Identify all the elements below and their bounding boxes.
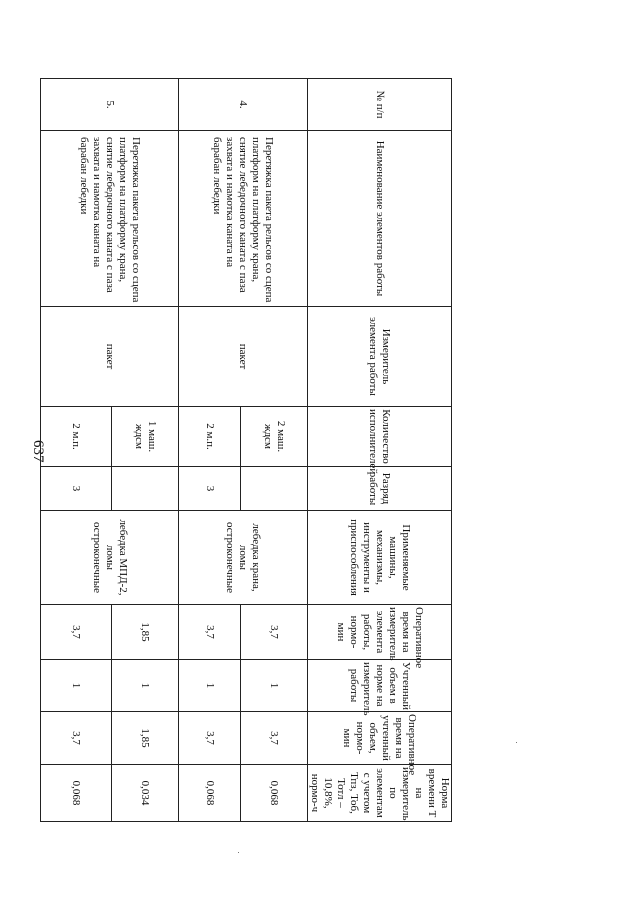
row-workers: 2 м.п. (41, 407, 112, 467)
row-num: 5. (41, 79, 179, 131)
header-name: Наименование элементов работы (308, 131, 452, 307)
header-row (308, 79, 452, 822)
row-op-time: 3,7 (179, 605, 241, 660)
row-op-time-volume: 3,7 (241, 712, 308, 765)
row-op-time: 1,85 (112, 605, 179, 660)
page-number: 637 (30, 440, 46, 463)
row-grade: 3 (41, 467, 112, 511)
header-volume: Учтенный объем в норме на измеритель работы (308, 660, 452, 712)
row-meter: пакет (179, 307, 308, 407)
row-volume: 1 (112, 660, 179, 712)
row-workers: 2 маш. ждсм (241, 407, 308, 467)
row-machines: лебедка крана, ломы остроконечные (179, 511, 308, 605)
scan-speck (516, 742, 517, 743)
header-machines: Применяемые машины, механизмы, инструменты и приспособления (308, 511, 452, 605)
row-num: 4. (179, 79, 308, 131)
header-meter: Измеритель элемента работы (308, 307, 452, 407)
scan-speck (238, 852, 239, 853)
row-norm: 0,068 (241, 765, 308, 822)
header-op-time: Оперативное время на измеритель элемента работы, нормо-мин (308, 605, 452, 660)
row-volume: 1 (179, 660, 241, 712)
row-meter: пакет (41, 307, 179, 407)
row-grade (112, 467, 179, 511)
row-workers: 2 м.п. (179, 407, 241, 467)
row-op-time: 3,7 (41, 605, 112, 660)
row-op-time-volume: 3,7 (179, 712, 241, 765)
header-op-time-volume: Оперативное время на учтенный объем, нормо-мин (308, 712, 452, 765)
row-workers: 1 маш. ждсм (112, 407, 179, 467)
norm-table (40, 78, 452, 822)
row-op-time-volume: 1,85 (112, 712, 179, 765)
norm-table-rotated (70, 78, 452, 821)
header-workers: Количество исполнителей (308, 407, 452, 467)
row-volume: 1 (41, 660, 112, 712)
row-op-time: 3,7 (241, 605, 308, 660)
row-norm: 0,068 (41, 765, 112, 822)
row-norm: 0,068 (179, 765, 241, 822)
table-row (241, 79, 308, 822)
row-grade: 3 (179, 467, 241, 511)
row-machines: лебедка МПД-2, ломы остроконечные (41, 511, 179, 605)
row-name: Перетяжка пакета рельсов со сцепа платформ на платформу крана, снятие лебедочного каната с паза захвата и намотка каната на барабан лебедки (179, 131, 308, 307)
row-volume: 1 (241, 660, 308, 712)
table-row (112, 79, 179, 822)
row-op-time-volume: 3,7 (41, 712, 112, 765)
row-norm: 0,034 (112, 765, 179, 822)
row-name: Перетяжка пакета рельсов со сцепа платформ на платформу крана, снятие лебедочного каната с паза захвата и намотка каната на барабан лебедки (41, 131, 179, 307)
row-grade (241, 467, 308, 511)
header-num: № п/п (308, 79, 452, 131)
header-norm: Норма времени Т на измеритель по элементам с учетом Тпз, Тоб, Тотл – 10,8%, нормо-ч (308, 765, 452, 822)
header-grade: Разряд работы (308, 467, 452, 511)
